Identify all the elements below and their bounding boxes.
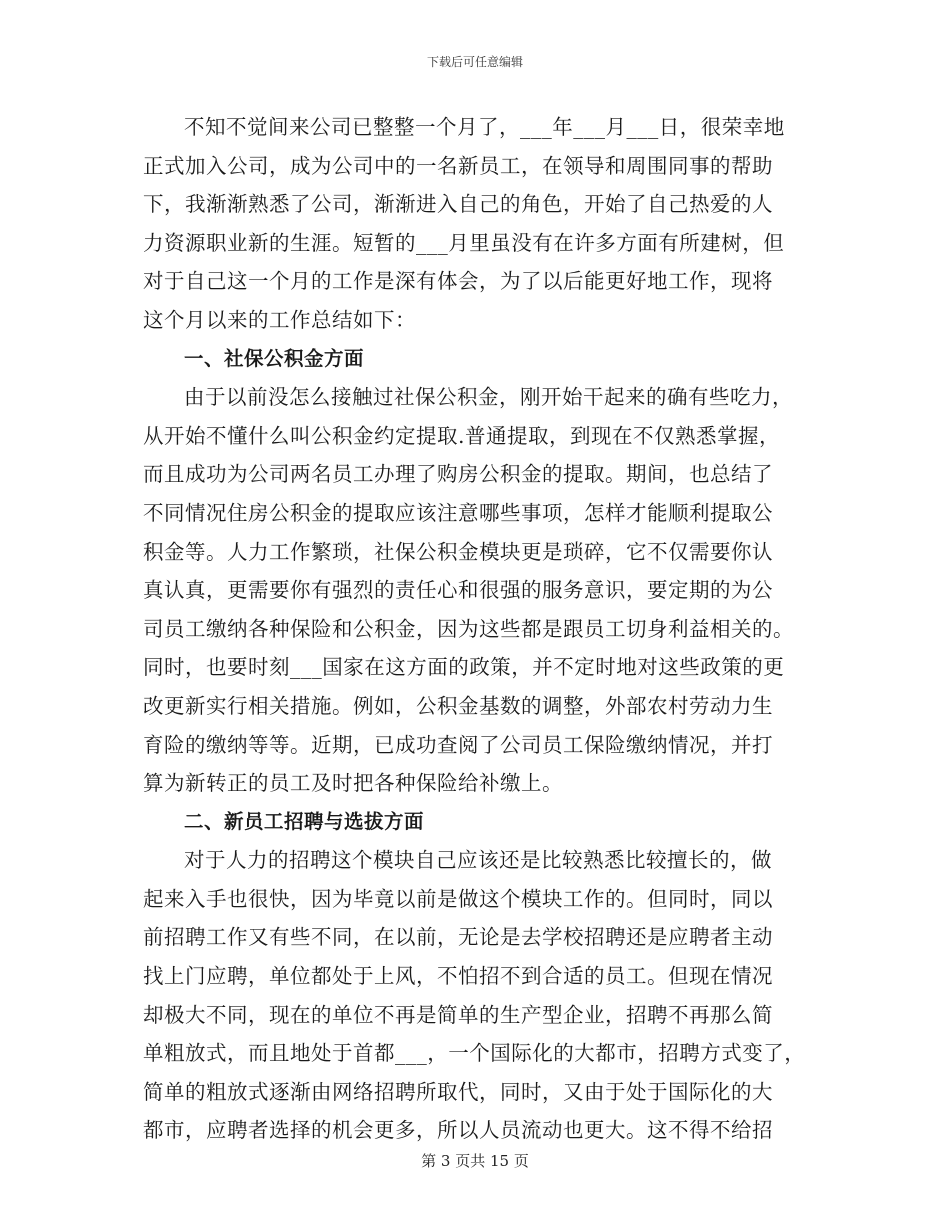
paragraph-line: 不知不觉间来公司已整整一个月了，___年___月___日，很荣幸地 (184, 115, 785, 139)
paragraph-line: 育险的缴纳等等。近期，已成功查阅了公司员工保险缴纳情况，并打 (143, 732, 773, 757)
paragraph-line: 真认真，更需要你有强烈的责任心和很强的服务意识，要定期的为公 (143, 578, 773, 603)
section-heading: 一、社保公积金方面 (184, 346, 365, 370)
paragraph-line: 这个月以来的工作总结如下： (143, 307, 416, 332)
paragraph-line: 却极大不同，现在的单位不再是简单的生产型企业，招聘不再那么简 (143, 1002, 773, 1027)
paragraph-line: 正式加入公司，成为公司中的一名新员工，在领导和周围同事的帮助 (143, 153, 773, 178)
paragraph-line: 下，我渐渐熟悉了公司，渐渐进入自己的角色，开始了自己热爱的人 (143, 192, 773, 217)
document-body (143, 108, 807, 1150)
paragraph-line: 司员工缴纳各种保险和公积金，因为这些都是跟员工切身利益相关的。 (143, 616, 794, 641)
paragraph-line: 对于人力的招聘这个模块自己应该还是比较熟悉比较擅长的，做 (184, 848, 772, 873)
paragraph-line: 而且成功为公司两名员工办理了购房公积金的提取。期间，也总结了 (143, 462, 773, 487)
page-header: 下载后可任意编辑 (426, 55, 523, 69)
paragraph-line: 单粗放式，而且地处于首都___，一个国际化的大都市，招聘方式变了， (143, 1041, 806, 1066)
paragraph-line: 算为新转正的员工及时把各种保险给补缴上。 (143, 771, 563, 796)
paragraph-line: 同时，也要时刻___国家在这方面的政策，并不定时地对这些政策的更 (143, 655, 785, 680)
paragraph-line: 找上门应聘，单位都处于上风，不怕招不到合适的员工。但现在情况 (143, 964, 773, 989)
paragraph-line: 前招聘工作又有些不同，在以前，无论是去学校招聘还是应聘者主动 (143, 925, 773, 950)
paragraph-line: 起来入手也很快，因为毕竟以前是做这个模块工作的。但同时，同以 (143, 886, 773, 911)
paragraph-line: 由于以前没怎么接触过社保公积金，刚开始干起来的确有些吃力， (184, 385, 793, 410)
paragraph-line: 改更新实行相关措施。例如，公积金基数的调整，外部农村劳动力生 (143, 693, 773, 718)
section-heading: 二、新员工招聘与选拔方面 (184, 809, 425, 833)
paragraph-line: 对于自己这一个月的工作是深有体会，为了以后能更好地工作，现将 (143, 269, 773, 294)
page-footer: 第 3 页共 15 页 (421, 1152, 529, 1170)
paragraph-line: 简单的粗放式逐渐由网络招聘所取代，同时，又由于处于国际化的大 (143, 1079, 773, 1104)
paragraph-line: 力资源职业新的生涯。短暂的___月里虽没有在许多方面有所建树，但 (143, 230, 785, 255)
paragraph-line: 都市，应聘者选择的机会更多，所以人员流动也更大。这不得不给招 (143, 1118, 773, 1143)
paragraph-line: 从开始不懂什么叫公积金约定提取.普通提取，到现在不仅熟悉掌握， (143, 423, 781, 448)
paragraph-line: 不同情况住房公积金的提取应该注意哪些事项，怎样才能顺利提取公 (143, 500, 773, 525)
paragraph-line: 积金等。人力工作繁琐，社保公积金模块更是琐碎，它不仅需要你认 (143, 539, 773, 564)
